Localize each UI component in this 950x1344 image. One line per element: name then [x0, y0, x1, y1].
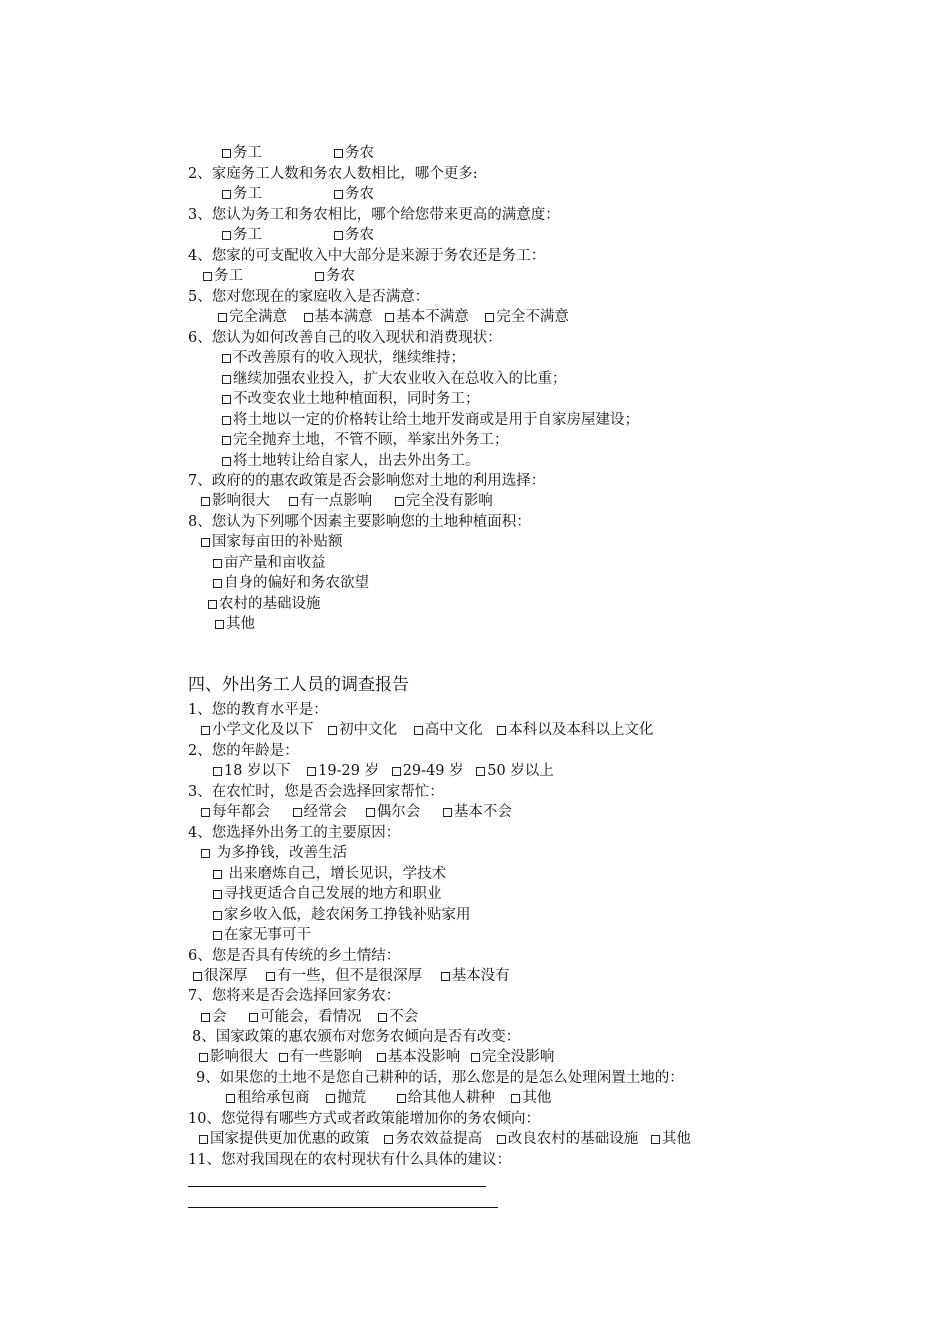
checkbox-option[interactable]: 50 岁以上 [476, 761, 554, 781]
checkbox-box[interactable] [334, 149, 343, 158]
checkbox-option[interactable]: 很深厚 [193, 966, 248, 986]
checkbox-box[interactable] [193, 972, 202, 981]
checkbox-option[interactable]: 影响很大 [201, 491, 270, 511]
checkbox-box[interactable] [441, 972, 450, 981]
option-row [222, 184, 374, 204]
checkbox-box[interactable] [397, 1094, 406, 1103]
checkbox-box[interactable] [279, 1053, 288, 1062]
checkbox-box[interactable] [326, 1094, 335, 1103]
checkbox-option[interactable]: 18 岁以下 [213, 761, 291, 781]
checkbox-box[interactable] [199, 1053, 208, 1062]
checkbox-box[interactable] [366, 808, 375, 817]
question-label: 8、您认为下列哪个因素主要影响您的土地种植面积： [188, 514, 531, 530]
checkbox-option[interactable]: 不会 [378, 1007, 418, 1027]
checkbox-box[interactable] [201, 726, 210, 735]
checkbox-box[interactable] [328, 726, 337, 735]
answer-line[interactable] [188, 1186, 486, 1187]
checkbox-box[interactable] [218, 313, 227, 322]
option-row [213, 761, 554, 781]
checkbox-box[interactable] [215, 620, 224, 629]
question-label: 1、您的教育水平是： [188, 702, 328, 718]
question-label: 6、您是否具有传统的乡土情结： [188, 948, 401, 964]
checkbox-box[interactable] [293, 808, 302, 817]
checkbox-option[interactable]: 务农 [334, 143, 374, 163]
checkbox-box[interactable] [378, 1013, 387, 1022]
checkbox-option[interactable]: 基本没有 [441, 966, 510, 986]
section-title: 四、外出务工人员的调查报告 [188, 675, 409, 695]
checkbox-option[interactable]: 完全不满意 [485, 307, 569, 327]
checkbox-box[interactable] [334, 231, 343, 240]
checkbox-box[interactable] [203, 272, 212, 281]
checkbox-box[interactable] [476, 767, 485, 776]
checkbox-option[interactable]: 抛荒 [326, 1088, 366, 1108]
checkbox-option[interactable]: 租给承包商 [226, 1088, 310, 1108]
checkbox-box[interactable] [226, 1094, 235, 1103]
question-label: 9、如果您的土地不是您自己耕种的话，那么您是的是怎么处理闲置土地的： [196, 1070, 684, 1086]
checkbox-box[interactable] [201, 849, 210, 858]
checkbox-option[interactable]: 国家提供更加优惠的政策 [199, 1129, 370, 1149]
checkbox-box[interactable] [222, 457, 231, 466]
question-label: 10、您觉得有哪些方式或者政策能增加你的务农倾向： [188, 1111, 540, 1127]
checkbox-option[interactable]: 基本没影响 [377, 1047, 461, 1067]
option-row [226, 1088, 551, 1108]
checkbox-option[interactable]: 将土地以一定的价格转让给土地开发商或是用于自家房屋建设； [222, 410, 639, 430]
answer-line[interactable] [188, 1207, 498, 1208]
checkbox-option[interactable]: 偶尔会 [366, 802, 421, 822]
checkbox-option[interactable]: 为多挣钱，改善生活 [201, 843, 347, 863]
checkbox-box[interactable] [443, 808, 452, 817]
checkbox-option[interactable]: 会 [201, 1007, 227, 1027]
question-label: 11、您对我国现在的农村现状有什么具体的建议： [188, 1152, 511, 1168]
checkbox-box[interactable] [201, 1013, 210, 1022]
checkbox-option[interactable]: 务工 [203, 266, 243, 286]
checkbox-option[interactable]: 家乡收入低，趁农闲务工挣钱补贴家用 [213, 905, 471, 925]
checkbox-option[interactable]: 有一些，但不是很深厚 [266, 966, 422, 986]
checkbox-box[interactable] [249, 1013, 258, 1022]
checkbox-box[interactable] [213, 911, 222, 920]
checkbox-option[interactable]: 农村的基础设施 [208, 594, 321, 614]
checkbox-option[interactable]: 务农 [315, 266, 355, 286]
checkbox-box[interactable] [213, 931, 222, 940]
checkbox-box[interactable] [304, 313, 313, 322]
checkbox-option[interactable]: 初中文化 [328, 720, 397, 740]
question-label: 4、您家的可支配收入中大部分是来源于务农还是务工： [188, 248, 546, 264]
question-label: 8、国家政策的惠农颁布对您务农倾向是否有改变： [192, 1029, 521, 1045]
checkbox-option[interactable]: 完全满意 [218, 307, 287, 327]
checkbox-option[interactable]: 其他 [511, 1088, 551, 1108]
option-row [193, 966, 510, 986]
checkbox-option[interactable]: 其他 [215, 614, 255, 634]
checkbox-box[interactable] [395, 497, 404, 506]
checkbox-box[interactable] [511, 1094, 520, 1103]
checkbox-box[interactable] [289, 497, 298, 506]
checkbox-box[interactable] [471, 1053, 480, 1062]
checkbox-box[interactable] [334, 190, 343, 199]
checkbox-option[interactable]: 19-29 岁 [307, 761, 379, 781]
checkbox-box[interactable] [222, 416, 231, 425]
checkbox-box[interactable] [266, 972, 275, 981]
checkbox-option[interactable]: 亩产量和亩收益 [213, 553, 326, 573]
checkbox-option[interactable]: 给其他人耕种 [397, 1088, 495, 1108]
checkbox-box[interactable] [222, 149, 231, 158]
option-row [201, 491, 493, 511]
checkbox-option[interactable]: 自身的偏好和务农欲望 [213, 573, 369, 593]
option-row [222, 143, 374, 163]
option-row [201, 1007, 418, 1027]
checkbox-box[interactable] [213, 579, 222, 588]
checkbox-option[interactable]: 基本不会 [443, 802, 512, 822]
checkbox-box[interactable] [392, 767, 401, 776]
checkbox-option[interactable]: 高中文化 [414, 720, 483, 740]
checkbox-box[interactable] [651, 1135, 660, 1144]
question-label: 7、您将来是否会选择回家务农： [188, 988, 401, 1004]
checkbox-box[interactable] [201, 808, 210, 817]
checkbox-option[interactable]: 本科以及本科以上文化 [497, 720, 653, 740]
checkbox-option[interactable]: 出来磨炼自己，增长见识，学技术 [213, 864, 446, 884]
checkbox-box[interactable] [213, 767, 222, 776]
question-label: 3、您认为务工和务农相比，哪个给您带来更高的满意度： [188, 207, 560, 223]
checkbox-box[interactable] [222, 395, 231, 404]
option-row [201, 802, 512, 822]
checkbox-option[interactable]: 影响很大 [199, 1047, 268, 1067]
checkbox-option[interactable]: 改良农村的基础设施 [497, 1129, 639, 1149]
checkbox-box[interactable] [414, 726, 423, 735]
checkbox-option[interactable]: 继续加强农业投入，扩大农业收入在总收入的比重； [222, 369, 567, 389]
checkbox-option[interactable]: 小学文化及以下 [201, 720, 314, 740]
checkbox-option[interactable]: 不改变农业土地种植面积，同时务工； [222, 389, 480, 409]
checkbox-box[interactable] [213, 890, 222, 899]
checkbox-box[interactable] [497, 726, 506, 735]
checkbox-box[interactable] [315, 272, 324, 281]
checkbox-box[interactable] [201, 538, 210, 547]
option-row [199, 1047, 554, 1067]
option-row [203, 266, 355, 286]
question-label: 4、您选择外出务工的主要原因： [188, 825, 401, 841]
checkbox-box[interactable] [384, 1135, 393, 1144]
checkbox-box[interactable] [213, 559, 222, 568]
checkbox-option[interactable]: 有一点影响 [289, 491, 373, 511]
checkbox-option[interactable]: 务农 [334, 184, 374, 204]
checkbox-option[interactable]: 经常会 [293, 802, 348, 822]
option-row [201, 720, 653, 740]
checkbox-option[interactable]: 务农 [334, 225, 374, 245]
checkbox-box[interactable] [222, 375, 231, 384]
option-row [199, 1129, 691, 1149]
checkbox-option[interactable]: 务工 [222, 184, 262, 204]
question-label: 2、家庭务工人数和务农人数相比，哪个更多: [188, 166, 478, 182]
option-row [222, 225, 374, 245]
checkbox-box[interactable] [222, 436, 231, 445]
question-label: 2、您的年龄是： [188, 743, 299, 759]
checkbox-option[interactable]: 可能会，看情况 [249, 1007, 362, 1027]
checkbox-box[interactable] [199, 1135, 208, 1144]
checkbox-option[interactable]: 将土地转让给自家人，出去外出务工。 [222, 451, 480, 471]
checkbox-option[interactable]: 在家无事可干 [213, 925, 311, 945]
question-label: 7、政府的的惠农政策是否会影响您对土地的利用选择： [188, 473, 546, 489]
question-label: 5、您对您现在的家庭收入是否满意： [188, 289, 430, 305]
question-label: 6、您认为如何改善自己的收入现状和消费现状： [188, 330, 502, 346]
checkbox-box[interactable] [208, 600, 217, 609]
checkbox-option[interactable]: 有一些影响 [279, 1047, 363, 1067]
checkbox-option[interactable]: 完全抛弃土地，不管不顾，举家出外务工； [222, 430, 509, 450]
checkbox-option[interactable]: 其他 [651, 1129, 691, 1149]
option-row [218, 307, 569, 327]
checkbox-box[interactable] [213, 870, 222, 879]
checkbox-option[interactable]: 务工 [222, 225, 262, 245]
checkbox-option[interactable]: 国家每亩田的补贴额 [201, 532, 343, 552]
checkbox-box[interactable] [201, 497, 210, 506]
checkbox-option[interactable]: 基本满意 [304, 307, 373, 327]
checkbox-box[interactable] [307, 767, 316, 776]
checkbox-box[interactable] [222, 231, 231, 240]
checkbox-box[interactable] [377, 1053, 386, 1062]
checkbox-option[interactable]: 务工 [222, 143, 262, 163]
checkbox-option[interactable]: 不改善原有的收入现状，继续维持； [222, 348, 465, 368]
checkbox-box[interactable] [222, 190, 231, 199]
checkbox-option[interactable]: 每年都会 [201, 802, 270, 822]
checkbox-box[interactable] [385, 313, 394, 322]
question-label: 3、在农忙时，您是否会选择回家帮忙： [188, 784, 444, 800]
checkbox-option[interactable]: 寻找更适合自己发展的地方和职业 [213, 884, 442, 904]
checkbox-option[interactable]: 29-49 岁 [392, 761, 464, 781]
checkbox-option[interactable]: 基本不满意 [385, 307, 469, 327]
checkbox-box[interactable] [497, 1135, 506, 1144]
checkbox-option[interactable]: 完全没影响 [471, 1047, 555, 1067]
checkbox-option[interactable]: 完全没有影响 [395, 491, 493, 511]
checkbox-option[interactable]: 务农效益提高 [384, 1129, 482, 1149]
checkbox-box[interactable] [222, 354, 231, 363]
checkbox-box[interactable] [485, 313, 494, 322]
